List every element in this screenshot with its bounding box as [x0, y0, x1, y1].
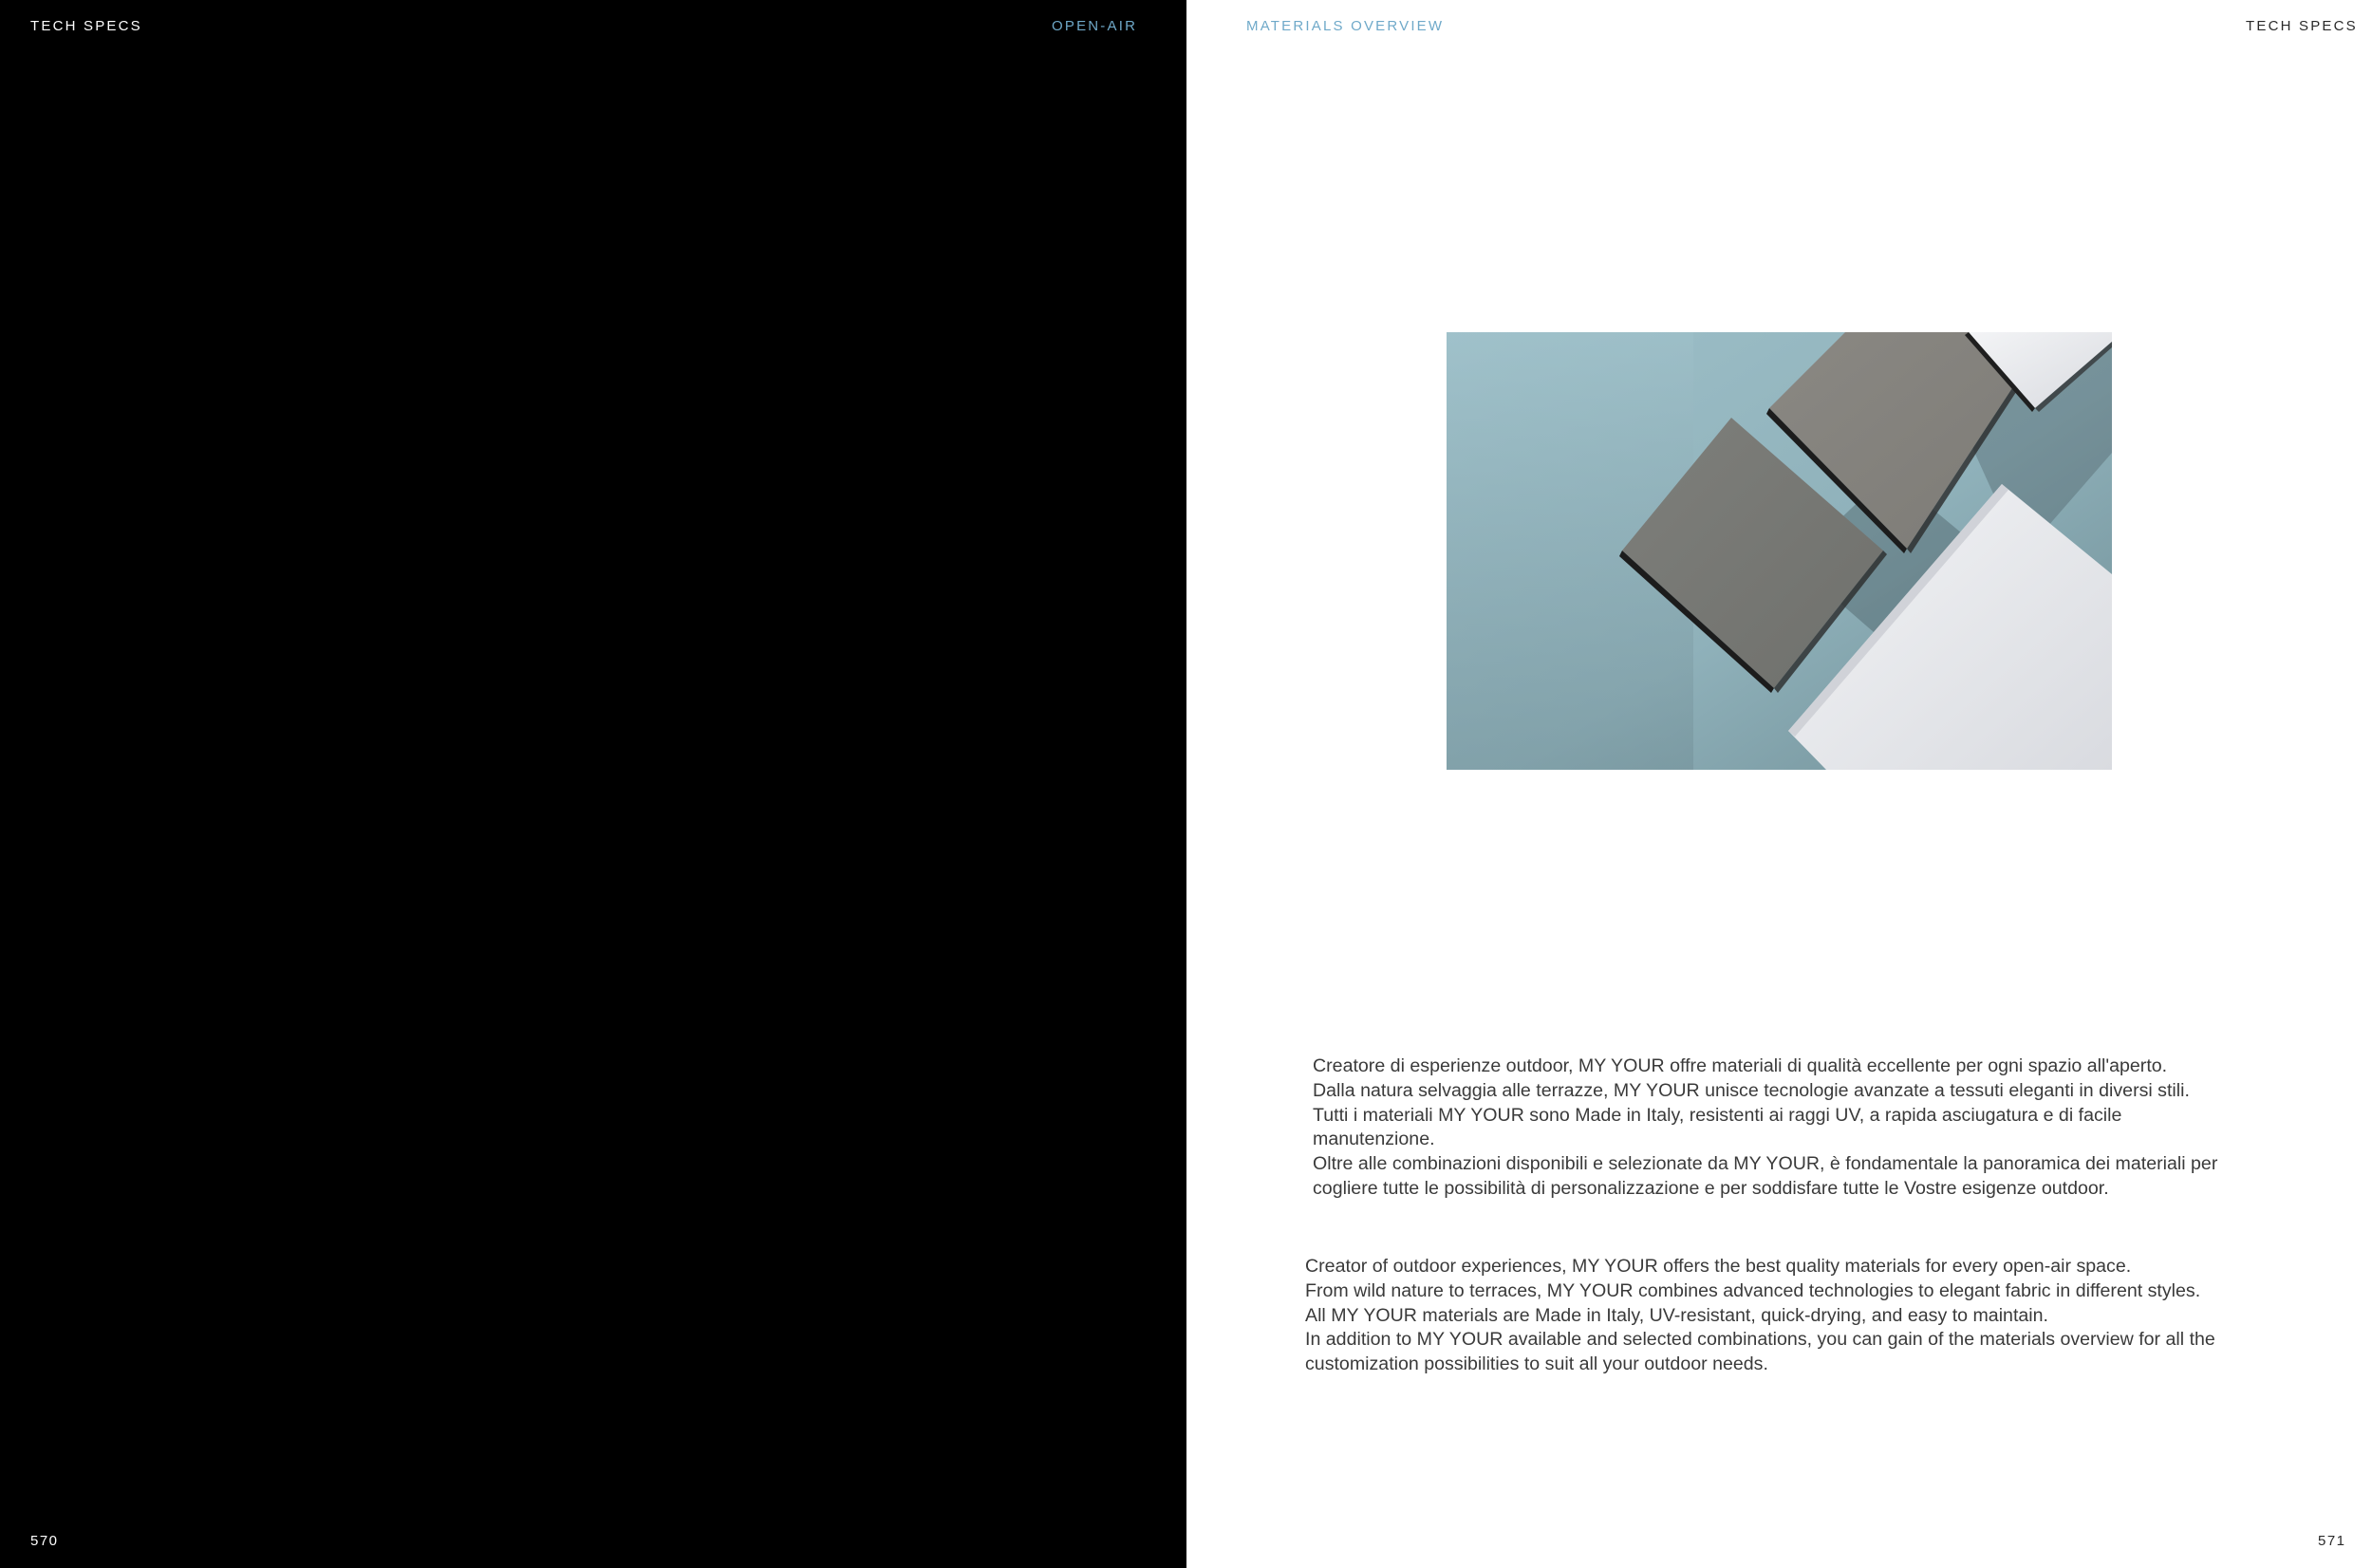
- italian-description: [1313, 1055, 2224, 1202]
- english-description: [1305, 1255, 2231, 1377]
- left-header-chapter: OPEN-AIR: [1052, 18, 1138, 34]
- right-page-number: 571: [2318, 1533, 2346, 1549]
- left-header-section: TECH SPECS: [30, 18, 142, 34]
- english-paragraph-1: Creator of outdoor experiences, MY YOUR offers the best quality materials for every open-air space.: [1305, 1256, 2132, 1277]
- left-page-number: 570: [30, 1533, 59, 1549]
- italian-paragraph-1: Creatore di esperienze outdoor, MY YOUR offre materiali di qualità eccellente per ogni spazio all'aperto.: [1313, 1055, 2168, 1076]
- material-swatches-photo: [1447, 332, 2112, 770]
- italian-paragraph-2: Dalla natura selvaggia alle terrazze, MY YOUR unisce tecnologie avanzate a tessuti eleganti in diversi stili. Tutti i materiali MY YOUR sono Made in Italy, resistenti ai raggi UV, a rapida asciugatura e di facile manutenzione.: [1313, 1079, 2190, 1150]
- english-paragraph-4: In addition to MY YOUR available and selected combinations, you can gain of the materials overview for all the customization possibilities to suit all your outdoor needs.: [1305, 1329, 2215, 1375]
- english-paragraph-2: From wild nature to terraces, MY YOUR combines advanced technologies to elegant fabric in different styles.: [1305, 1279, 2201, 1301]
- right-header-chapter: MATERIALS OVERVIEW: [1246, 18, 1445, 34]
- right-header-section: TECH SPECS: [2246, 18, 2358, 34]
- italian-paragraph-3: Oltre alle combinazioni disponibili e selezionate da MY YOUR, è fondamentale la panoramica dei materiali per cogliere tutte le possibilità di personalizzazione e per soddisfare tutte le Vostre esigenze outdoor.: [1313, 1153, 2218, 1199]
- english-paragraph-3: All MY YOUR materials are Made in Italy, UV-resistant, quick-drying, and easy to maintain.: [1305, 1304, 2048, 1326]
